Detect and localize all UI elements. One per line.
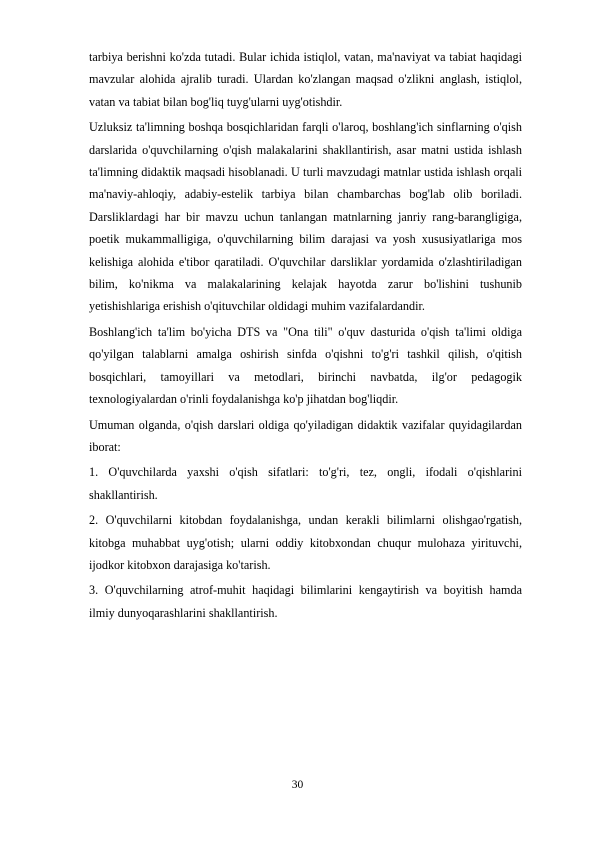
paragraph-continuous-education: Uzluksiz ta'limning boshqa bosqichlaridan farqli o'laroq, boshlang'ich sinflarning o'qish darslarida o'quvchilarning o'qish malakalarini shakllantirish, asar matni ustida ishlash ta'limning didaktik maqsadi hisoblanadi. U turli mavzudagi matnlar ustida ishlash orqali ma'naviy-ahloqiy, adabiy-estelik tarbiya bilan chambarchas bog'lab olib boriladi. Darsliklardagi har bir mavzu uchun tanlangan matnlarning janriy rang-barangligiga, poetik mukammalligiga, o'quvchilarning bilim darajasi va yosh xususiyatlariga mos kelishiga alohida e'tibor qaratiladi. O'quvchilar darsliklar yordamida o'zlashtiriladigan bilim, ko'nikma va malakalarining kelajak hayotda zarur bo'lishini tushunib yetishishlariga erishish o'qituvchilar oldidagi muhim vazifalardandir. <box>89 120 522 314</box>
paragraph-didactic-tasks-intro: Umuman olganda, o'qish darslari oldiga qo'yiladigan didaktik vazifalar quyidagilardan iborat: <box>89 417 522 454</box>
document-body <box>89 46 522 624</box>
list-item-task-1: 1. O'quvchilarda yaxshi o'qish sifatlari: to'g'ri, tez, ongli, ifodali o'qishlarini shakllantirish. <box>89 465 522 502</box>
list-item-task-3: 3. O'quvchilarning atrof-muhit haqidagi bilimlarini kengaytirish va boyitish hamda ilmiy dunyoqarashlarini shakllantirish. <box>89 583 522 620</box>
list-item-task-2: 2. O'quvchilarni kitobdan foydalanishga, undan kerakli bilimlarni olishgao'rgatish, kitobga muhabbat uyg'otish; ularni oddiy kitobxondan chuqur mulohaza yirituvchi, ijodkor kitobxon darajasiga ko'tarish. <box>89 513 522 572</box>
paragraph-dts-requirements: Boshlang'ich ta'lim bo'yicha DTS va "Ona tili" o'quv dasturida o'qish ta'limi oldiga qo'yilgan talablarni amalga oshirish sinfda o'qishni to'g'ri tashkil qilish, o'qitish bosqichlari, tamoyillari va metodlari, birinchi navbatda, ilg'or pedagogik texnologiyalardan o'rinli foydalanishga ko'p jihatdan bog'liqdir. <box>89 324 522 407</box>
page-number: 30 <box>291 779 304 791</box>
paragraph-intro-continuation: tarbiya berishni ko'zda tutadi. Bular ichida istiqlol, vatan, ma'naviyat va tabiat haqidagi mavzular alohida ajralib turadi. Ulardan ko'zlangan maqsad o'zlikni anglash, istiqlol, vatan va tabiat bilan bog'liq tuyg'ularni uyg'otishdir. <box>89 50 522 109</box>
